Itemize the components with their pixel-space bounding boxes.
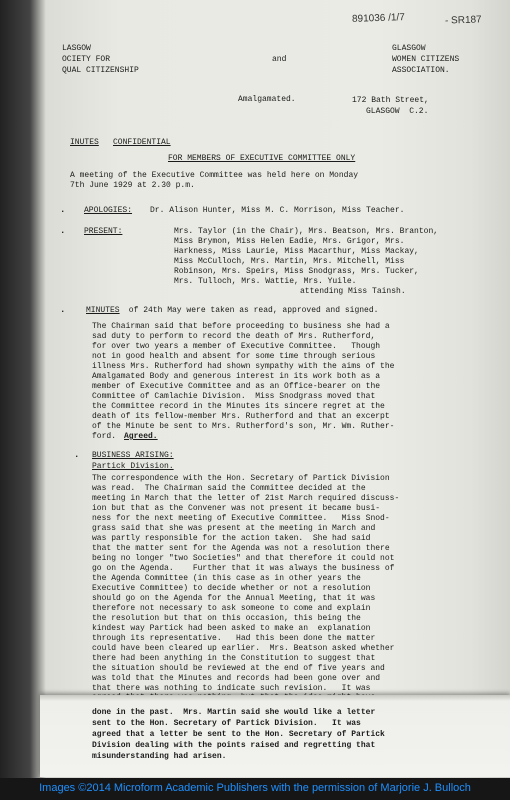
copyright-credit: Images ©2014 Microform Academic Publishers with the permission of Marjorie J. Bulloch xyxy=(39,782,471,794)
minutes-label: INUTES xyxy=(70,138,99,147)
address-line-2: GLASGOW C.2. xyxy=(366,107,429,116)
strip-line: sent to the Hon. Secretary of Partick Division. It was xyxy=(92,719,361,728)
archive-ref-number: 891036 /1/7 xyxy=(351,12,405,25)
partick-para-line: the resolution but that on this occasion, this being the xyxy=(92,614,361,623)
overlay-paper-strip xyxy=(40,695,510,777)
minutes-line-text: of 24th May were taken as read, approved and signed. xyxy=(124,306,379,315)
confidential-label: CONFIDENTIAL xyxy=(113,138,171,147)
strip-line: Division dealing with the points raised and regretting that xyxy=(92,741,376,750)
partick-para-line: being no longer "two Societies" and that therefore it could not xyxy=(92,554,395,563)
chair-para-line: for over two years a member of Executive Committee. Though xyxy=(92,342,381,351)
partick-para-line: Executive Committee) to decide whether or not a resolution xyxy=(92,584,371,593)
partick-para-line: that the matter sent for the Agenda was not a resolution there xyxy=(92,544,390,553)
chair-para-line: not in good health and absent for some time through serious xyxy=(92,352,376,361)
partick-para-line: could have been cleared up earlier. Mrs. Beatson asked whether xyxy=(92,644,395,653)
partick-para-line: meeting in March that the letter of 21st March required discuss- xyxy=(92,494,400,503)
present-line: Miss McCulloch, Mrs. Martin, Mrs. Mitchell, Miss xyxy=(174,257,405,266)
chair-para-line: of the Minute be sent to Mrs. Rutherford's son, Mr. Wm. Ruther- xyxy=(92,422,395,431)
chair-para-line: the Committee record in the Minutes its sincere regret at the xyxy=(92,402,385,411)
intro-line-1: A meeting of the Executive Committee was held here on Monday xyxy=(70,171,359,180)
archive-ref-code: - SR187 xyxy=(444,14,482,27)
left-org-line-1: LASGOW xyxy=(62,44,91,53)
strip-line: agreed that a letter be sent to the Hon. Secretary of Partick xyxy=(92,730,385,739)
document-page: 891036 /1/7 - SR187 LASGOW OCIETY FOR QUAL CITIZENSHIP and GLASGOW WOMEN CITIZENS ASSOCIATION. Amalgamated. 172 Bath Street, GLASGOW C.2. INUTES CONFIDENTIAL FOR MEMBERS OF EXECUTIVE COMMITTEE ONLY A meeting of the Executive Committee was held here on Monday 7th June 1929 at 2.30 p.m. . APOLOGIES: Dr. Alison Hunter, Miss M. C. Morrison, Miss Teacher. . PRESENT: Mrs. Taylor (in the Chair), Mrs. Beatson, Mrs. Branton, Miss Brymon, Miss Helen Eadie, Mrs. Grigor, Mrs. Harkness, Miss Laurie, Miss Macarthur, Miss Mackay, Miss McCulloch, Mrs. Martin, Mrs. Mitchell, Miss Robinson, Mrs. Speirs, Miss Snodgrass, Mrs. Tucker, Mrs. Tulloch, Mrs. Wattie, Mrs. Yuile. attending Miss Tainsh. . MINUTES of 24th May were taken as read, approved and signed. The Chairman said that before proceeding to business she had a sad duty to perform to record the death of Mrs. Rutherford, for over two years a member of Executive Committee. Though not in good health and absent for some time through serious illness Mrs. Rutherford had shown sympathy with the aims of the Amalgamated Body and generous interest in its work both as a member of Executive Committee and as an Office-bearer on the Committee of Camlachie Division. Miss Snodgrass moved that the Committee record in the Minutes its sincere regret at the death of its fellow-member Mrs. Rutherford and that an excerpt of the Minute be sent to Mrs. Rutherford's son, Mr. Wm. Ruther- ford. Agreed. . BUSINESS ARISING: Partick Division. The correspondence with the Hon. Secretary of Partick Division was read. The Chairman said the Committee decided at the meeting in March that the letter of 21st March required discuss- ion but that as the Convener was not present it became busi- ness for the next meeting of Executive Committee. Miss Snod- grass said that she was present at the meeting in March and was partly responsible for the action taken. She had said that the matter sent for the Agenda was not a resolution there being no longer "two Societies" and that therefore it could not go on the Agenda. Further that it was always the business of the Agenda Committee (in this case as in other years the Executive Committee) to decide whether or not a resolution should go on the Agenda for the Annual Meeting, that it was therefore not necessary to ask someone to come and explain the resolution but that on this occasion, this being the kindest way Partick had been asked to make an explanation through its representative. Had this been done the matter could have been cleared up earlier. Mrs. Beatson asked whether there had been anything in the Constitution to suggest that the situation should be reviewed at the end of five years and was told that the Minutes and records had been gone over and that there was nothing to indicate such revision. It was done in the past. Mrs. Martin said she would like a letter sent to the Hon. Secretary of Partick Division. It was agreed that a letter be sent to the Hon. Secretary of Partick Division dealing with the points raised and regretting that misunderstanding had arisen. Images ©2014 Microform Academic Publishers with the permission of Marjorie J. Bulloch xyxy=(0,0,510,800)
partick-para-line: grass said that she was present at the meeting in March and xyxy=(92,524,376,533)
left-org-line-3: QUAL CITIZENSHIP xyxy=(62,66,139,75)
chair-para-line: member of Executive Committee and as an Office-bearer on the xyxy=(92,382,381,391)
and-word: and xyxy=(272,55,287,64)
partick-label: Partick Division. xyxy=(92,462,174,471)
apologies-label: APOLOGIES: xyxy=(84,206,133,215)
partick-para-line: was partly responsible for the action taken. She had said xyxy=(92,534,371,543)
agreed-label: Agreed. xyxy=(124,432,158,441)
present-line: Robinson, Mrs. Speirs, Miss Snodgrass, Mrs. Tucker, xyxy=(174,267,419,276)
present-line: Mrs. Tulloch, Mrs. Wattie, Mrs. Yuile. xyxy=(174,277,357,286)
partick-para-line: ness for the next meeting of Executive Committee. Miss Snod- xyxy=(92,514,390,523)
chair-para-line: ford. xyxy=(92,432,117,441)
chair-para-line: Committee of Camlachie Division. Miss Snodgrass moved that xyxy=(92,392,376,401)
minutes-line-label: MINUTES xyxy=(86,306,120,315)
amalgamated-label: Amalgamated. xyxy=(238,95,296,104)
right-org-line-2: WOMEN CITIZENS xyxy=(392,55,460,64)
business-label: BUSINESS ARISING: xyxy=(92,451,174,460)
present-line: Harkness, Miss Laurie, Miss Macarthur, Miss Mackay, xyxy=(174,247,419,256)
partick-para-line: therefore not necessary to ask someone to come and explain xyxy=(92,604,371,613)
chair-para-line: Amalgamated Body and generous interest in its work both as a xyxy=(92,372,381,381)
partick-para-line: through its representative. Had this been done the matter xyxy=(92,634,376,643)
partick-para-line: that there was nothing to indicate such revision. It was xyxy=(92,684,371,693)
intro-line-2: 7th June 1929 at 2.30 p.m. xyxy=(70,181,195,190)
present-line: Mrs. Taylor (in the Chair), Mrs. Beatson, Mrs. Branton, xyxy=(174,227,439,236)
partick-para-line: kindest way Partick had been asked to make an explanation xyxy=(92,624,371,633)
chair-para-line: illness Mrs. Rutherford had shown sympathy with the aims of the xyxy=(92,362,395,371)
chair-para-line: The Chairman said that before proceeding to business she had a xyxy=(92,322,390,331)
right-org-line-1: GLASGOW xyxy=(392,44,426,53)
partick-para-line: should go on the Agenda for the Annual Meeting, that it was xyxy=(92,594,376,603)
present-attending: attending Miss Tainsh. xyxy=(300,287,406,296)
partick-para-line: was told that the Minutes and records had been gone over and xyxy=(92,674,381,683)
partick-para-line: the situation should be reviewed at the end of five years and xyxy=(92,664,385,673)
left-org-line-2: OCIETY FOR xyxy=(62,55,111,64)
address-line-1: 172 Bath Street, xyxy=(352,96,429,105)
apologies-text: Dr. Alison Hunter, Miss M. C. Morrison, Miss Teacher. xyxy=(150,206,405,215)
present-label: PRESENT: xyxy=(84,227,123,236)
partick-para-line: the Agenda Committee (in this case as in other years the xyxy=(92,574,361,583)
chair-para-line: sad duty to perform to record the death of Mrs. Rutherford, xyxy=(92,332,376,341)
strip-line: misunderstanding had arisen. xyxy=(92,752,227,761)
members-heading: FOR MEMBERS OF EXECUTIVE COMMITTEE ONLY xyxy=(168,154,356,163)
strip-line: done in the past. Mrs. Martin said she would like a letter xyxy=(92,708,376,717)
partick-para-line: go on the Agenda. Further that it was always the business of xyxy=(92,564,395,573)
partick-para-line: there had been anything in the Constitution to suggest that xyxy=(92,654,376,663)
present-line: Miss Brymon, Miss Helen Eadie, Mrs. Grigor, Mrs. xyxy=(174,237,405,246)
partick-para-line: ion but that as the Convener was not present it became busi- xyxy=(92,504,381,513)
right-org-line-3: ASSOCIATION. xyxy=(392,66,450,75)
partick-para-line: The correspondence with the Hon. Secretary of Partick Division xyxy=(92,474,390,483)
chair-para-line: death of its fellow-member Mrs. Rutherford and that an excerpt xyxy=(92,412,390,421)
partick-para-line: was read. The Chairman said the Committee decided at the xyxy=(92,484,366,493)
